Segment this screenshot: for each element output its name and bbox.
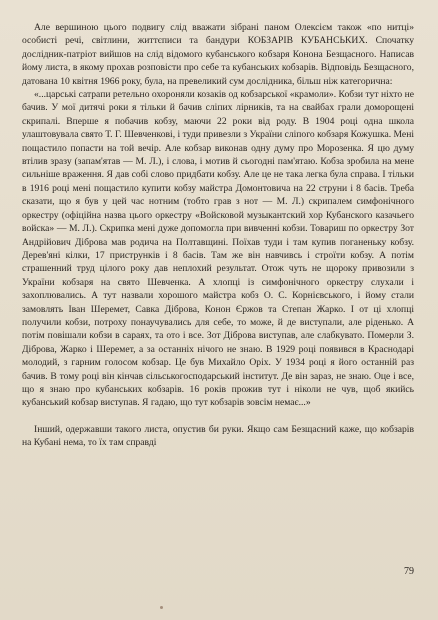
quoted-letter-paragraph: «...царські сатрапи ретельно охороняли козаків од кобзарської «крамоли». Кобзи тут ніхто не бачив. У мої дитячі роки я тільки й бачив сліпих лірників, та на свайбах грали доморощені скрипалі. Вперше я побачив кобзу, маючи 22 роки від роду. В 1904 році одна школа улаштовувала свято Т. Г. Шевченкові, і туди привезли з України сліпого кобзаря Кожушка. Мені пощастило попасти на той вечір. Але кобзар виконав одну думу про Морозенка. Я цю думу втілив зразу (запам'ятав — М. Л.), і слова, і мотив й сьогодні пам'ятаю. Кобза зробила на мене сильніше враження. Я дав собі слово придбати кобзу. Але це не така легка була справа. І тільки в 1916 році мені пощастило купити кобзу майстра Домонтовича на 22 струни і 8 басів. Треба сказати, що я був у цей час нотним (тобто грав з нот — М. Л.) скрипалем симфонічного оркестру (офіційна назва цього оркестру «Войсковой музыкантский хор Кубанского казачьего войска» — М. Л.). Скрипка мені дуже допомогла при вивченні кобзи. Товариш по оркестру Зот Андрійович Діброва мав родича на Полтавщині. Поїхав туди і там купив поганеньку кобзу. Дерев'яні кілки, 17 приструнків і 8 басів. Там же він навчивсь і строїти кобзу. А потім страшенний труд цілого року дав неплохий результат. Отож чуть не щороку привозили з України кобзаря на свято Шевченка. А хлопці із симфонічного оркестру слухали і захоплювались. А тут назвали хорошого майстра кобз О. С. Корнієвського, і йому стали замовлять Іван Шеремет, Савка Діброва, Конон Єржов та Степан Жарко. І от ці хлопці получили кобзи, потроху понаучувались для себе, то може, й де виступали, але рiденько. А потім повішали кобзи в сараях, та ото і все. Зот Діброва виступав, але слабкувато. Померли З. Діброва, Жарко і Шеремет, а за останніх нічого не знаю. В 1929 році появився в Краснодарі молодий, з гарним голосом кобзар. Це був Михайло Оріх. У 1934 році я його останній раз бачив. В тому році він кінчав сільськогосподарський інститут. Де він зараз, не знаю. Оце і все, що я знаю про кубанських кобзарів. 16 років прожив тут і ніколи не чув, щоб якийсь кубанський кобзар виступав. Я гадаю, що тут кобзарів зовсім немає...» [22, 89, 414, 409]
page-number: 79 [404, 566, 414, 577]
body-paragraph-intro: Але вершиною цього подвигу слід вважати зібрані паном Олексієм також «по нитці» особисті речі, світлини, життєписи та бандури КОБЗАРІВ КУБАНСЬКИХ. Спочатку дослідник-патріот вийшов на слід відомого кубанського кобзаря Конона Безщасного. Написав йому листа, в якому прохав розповісти про себе та кубанських кобзарів. Відповідь Безщасного, датована 10 квітня 1966 року, була, на превеликий сум дослідника, більш ніж категорична: [22, 22, 414, 87]
body-paragraph-closing: Інший, одержавши такого листа, опустив би руки. Якщо сам Безщасний каже, що кобзарів на Кубані нема, то їх там справді [22, 423, 414, 449]
paper-spot-mark [160, 606, 163, 609]
page-body [22, 21, 414, 450]
